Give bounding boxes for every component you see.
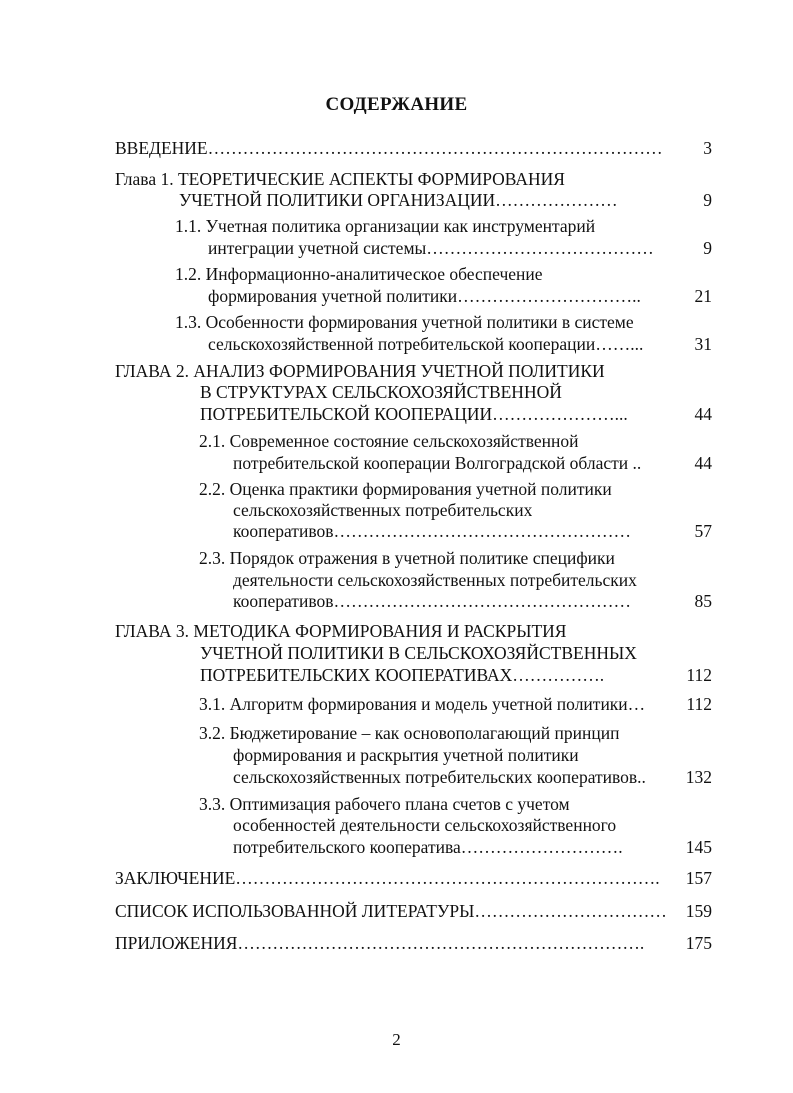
toc-s22-line1: 2.2. Оценка практики формирования учетной политики	[199, 479, 612, 499]
toc-s33-line2: особенностей деятельности сельскохозяйственного	[233, 815, 617, 835]
toc-s13-page: 31	[694, 334, 712, 354]
toc-s22-page: 57	[694, 521, 712, 541]
toc-intro-page: 3	[703, 138, 712, 158]
toc-s13-line2: сельскохозяйственной потребительской кооперации……...	[208, 334, 644, 354]
toc-s21-line2: потребительской кооперации Волгоградской области ..	[233, 453, 642, 473]
toc-s13-line1: 1.3. Особенности формирования учетной политики в системе	[175, 312, 634, 332]
toc-bibliography-text: СПИСОК ИСПОЛЬЗОВАННОЙ ЛИТЕРАТУРЫ……………………………	[115, 901, 667, 921]
toc-s33-line3: потребительского кооператива……………………….	[233, 837, 623, 857]
toc-s11-page: 9	[703, 238, 712, 258]
footer-page-number: 2	[392, 1030, 401, 1049]
toc-s23-line2: деятельности сельскохозяйственных потребительских	[233, 570, 637, 590]
toc-s33-line1: 3.3. Оптимизация рабочего плана счетов с учетом	[199, 794, 570, 814]
toc-ch1-line1: Глава 1. ТЕОРЕТИЧЕСКИЕ АСПЕКТЫ ФОРМИРОВАНИЯ	[115, 169, 565, 189]
toc-s32-line1: 3.2. Бюджетирование – как основополагающий принцип	[199, 723, 620, 743]
toc-ch3-line1: ГЛАВА 3. МЕТОДИКА ФОРМИРОВАНИЯ И РАСКРЫТИЯ	[115, 621, 567, 641]
toc-intro-text: ВВЕДЕНИЕ……………………………………………………………………	[115, 138, 663, 158]
toc-s23-line1: 2.3. Порядок отражения в учетной политике специфики	[199, 548, 615, 568]
toc-ch2-page: 44	[694, 404, 712, 424]
toc-ch3-line2: УЧЕТНОЙ ПОЛИТИКИ В СЕЛЬСКОХОЗЯЙСТВЕННЫХ	[200, 643, 637, 663]
toc-conclusion-page: 157	[685, 868, 712, 888]
toc-s32-line2: формирования и раскрытия учетной политики	[233, 745, 579, 765]
toc-ch3-line3: ПОТРЕБИТЕЛЬСКИХ КООПЕРАТИВАХ…………….	[200, 665, 605, 685]
toc-s31-line1: 3.1. Алгоритм формирования и модель учетной политики…	[199, 694, 646, 714]
toc-ch2-line1: ГЛАВА 2. АНАЛИЗ ФОРМИРОВАНИЯ УЧЕТНОЙ ПОЛИТИКИ	[115, 361, 605, 381]
toc-s22-line2: сельскохозяйственных потребительских	[233, 500, 533, 520]
toc-s12-line2: формирования учетной политики…………………………..	[208, 286, 641, 306]
toc-s11-line2: интеграции учетной системы…………………………………	[208, 238, 654, 258]
toc-ch3-page: 112	[686, 665, 712, 685]
toc-ch2-line3: ПОТРЕБИТЕЛЬСКОЙ КООПЕРАЦИИ…………………...	[200, 404, 628, 424]
toc-bibliography-page: 159	[685, 901, 712, 921]
toc-s32-page: 132	[685, 767, 712, 787]
toc-s23-line3: кооперативов……………………………………………	[233, 591, 631, 611]
toc-ch2-line2: В СТРУКТУРАХ СЕЛЬСКОХОЗЯЙСТВЕННОЙ	[200, 382, 562, 402]
toc-appendices-page: 175	[685, 933, 712, 953]
toc-conclusion-text: ЗАКЛЮЧЕНИЕ……………………………………………………………….	[115, 868, 660, 888]
toc-appendices-text: ПРИЛОЖЕНИЯ…………………………………………………………….	[115, 933, 645, 953]
toc-s12-line1: 1.2. Информационно-аналитическое обеспечение	[175, 264, 543, 284]
toc-s31-page: 112	[686, 694, 712, 714]
page-title: СОДЕРЖАНИЕ	[325, 94, 468, 115]
toc-s32-line3: сельскохозяйственных потребительских кооперативов..	[233, 767, 646, 787]
toc-s23-page: 85	[694, 591, 712, 611]
toc-s12-page: 21	[694, 286, 712, 306]
toc-s33-page: 145	[685, 837, 712, 857]
toc-ch1-line2: УЧЕТНОЙ ПОЛИТИКИ ОРГАНИЗАЦИИ…………………	[179, 190, 618, 210]
toc-s21-line1: 2.1. Современное состояние сельскохозяйственной	[199, 431, 579, 451]
toc-s21-page: 44	[694, 453, 712, 473]
toc-s22-line3: кооперативов……………………………………………	[233, 521, 631, 541]
toc-ch1-page: 9	[703, 190, 712, 210]
toc-s11-line1: 1.1. Учетная политика организации как инструментарий	[175, 216, 596, 236]
